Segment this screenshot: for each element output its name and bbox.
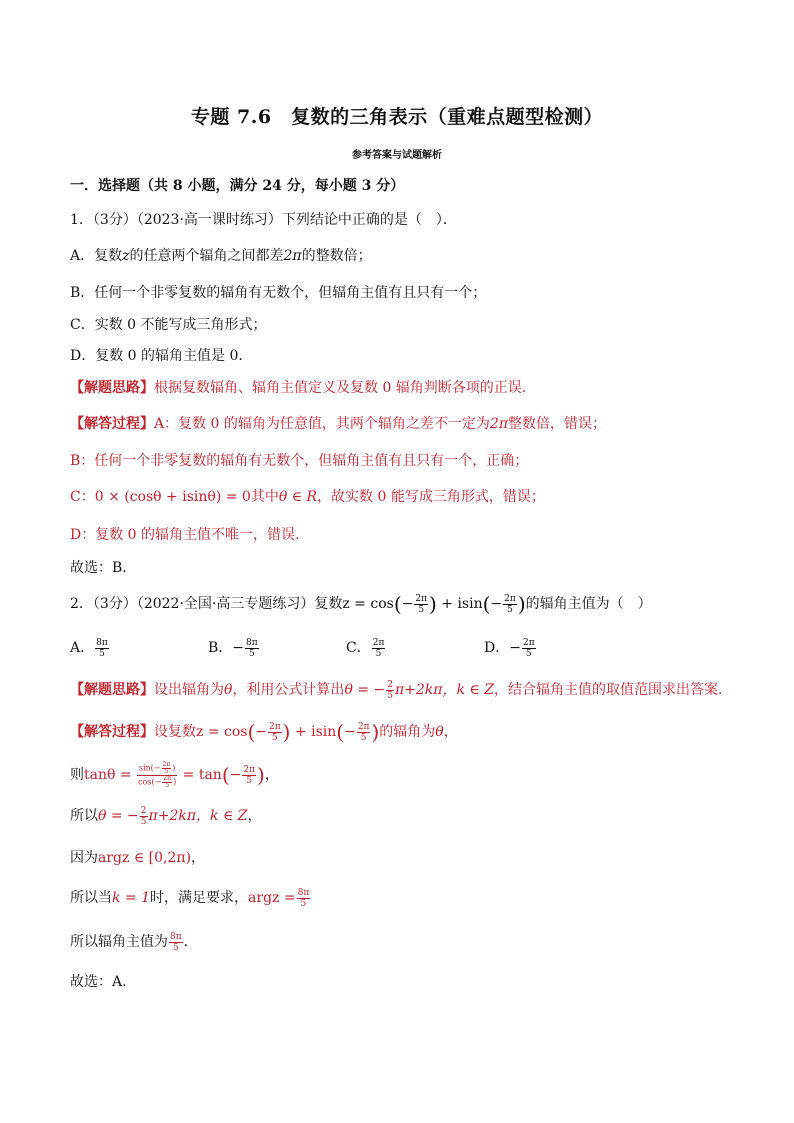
q1-process-a-post: 整数倍，错误； bbox=[508, 416, 607, 432]
q2-answer: 故选：A. bbox=[70, 974, 127, 990]
q2-process-5-pre: 所以当 bbox=[70, 890, 112, 906]
q2-process-1-plus: + isin bbox=[290, 724, 337, 740]
page-subtitle: 参考答案与试题解析 bbox=[352, 150, 442, 161]
q1-option-a bbox=[70, 246, 730, 266]
q2-process-3-math2: π+2kπ，k ∈ Z bbox=[148, 808, 248, 824]
q2-process-5-math2: argz = bbox=[248, 890, 296, 906]
q2-process-5-math: k = 1 bbox=[112, 890, 151, 906]
q2-process-6-pre: 所以辐角主值为 bbox=[70, 934, 168, 950]
q2-stem-post: 的辐角主值为（ ） bbox=[525, 596, 652, 612]
q2-process-5: 所以当k = 1时，满足要求，argz = $\frac{8\pi}{5}$ bbox=[70, 887, 310, 909]
q1-option-c: C．实数 0 不能写成三角形式； bbox=[70, 317, 267, 333]
q2-process-tag: 【解答过程】 bbox=[70, 724, 154, 740]
q2-option-c: C． $\frac{2\pi}{5}$ bbox=[346, 637, 385, 659]
q2-process-4-math: argz ∈ [0,2π) bbox=[98, 850, 192, 866]
q2-process-5-mid: 时，满足要求， bbox=[150, 890, 249, 906]
q2-stem-rparen1: ) bbox=[429, 592, 437, 616]
q2-idea-post: ，结合辐角主值的取值范围求出答案. bbox=[493, 682, 723, 698]
q2-process-2-pre: 则 bbox=[70, 767, 84, 783]
q2-options bbox=[70, 636, 730, 660]
q1-process-a bbox=[70, 414, 730, 434]
q1-option-b: B．任何一个非零复数的辐角有无数个，但辐角主值有且只有一个； bbox=[70, 285, 487, 301]
q2-process-1-pre: 设复数 bbox=[154, 724, 196, 740]
q1-process-a-pre: A：复数 0 的辐角为任意值，其两个辐角之差不一定为 bbox=[154, 416, 490, 432]
q2-process-3-end: ， bbox=[247, 808, 262, 824]
q1-idea bbox=[70, 378, 730, 398]
q1-stem: 1．（3分）（2023·高一课时练习）下列结论中正确的是（ ）． bbox=[70, 212, 457, 228]
q2-idea bbox=[70, 678, 730, 702]
q1-option-a-post: 的整数倍； bbox=[301, 248, 372, 264]
q2-process-2-tan: tanθ = bbox=[84, 767, 132, 783]
q2-process-1-post: 的辐角为 bbox=[379, 724, 436, 740]
q2-stem-z: z = cos bbox=[342, 596, 394, 612]
q2-idea-frac: $\frac{2}{5}$ bbox=[387, 679, 393, 701]
q2-stem-plus: + isin bbox=[436, 596, 483, 612]
q2-stem: 2．（3分）（2022·全国·高三专题练习）复数z = cos(− $\frac{2\pi}{5}$ ) + isin(− $\frac{2\pi}{5}$ )的辐角主值为（ ） bbox=[70, 592, 652, 616]
q2-option-a: A． $\frac{8\pi}{5}$ bbox=[70, 637, 108, 659]
q2-idea-pre: 设出辐角为 bbox=[154, 682, 224, 698]
q1-idea-tag: 【解题思路】 bbox=[70, 380, 154, 396]
q1-option-a-pre: A．复数 bbox=[70, 248, 123, 264]
q2-process-4-pre: 因为 bbox=[70, 850, 98, 866]
q1-process-c-pre: C： bbox=[70, 489, 95, 505]
q1-process-b: B：任何一个非零复数的辐角有无数个，但辐角主值有且只有一个，正确； bbox=[70, 453, 529, 469]
q1-process-c-mid: 其中 bbox=[250, 489, 279, 505]
q2-process-2-eq: = tan bbox=[178, 767, 222, 783]
q2-process-4 bbox=[70, 848, 730, 868]
q2-option-b: B．− $\frac{8\pi}{5}$ bbox=[208, 637, 258, 659]
q2-process-1-z: z = cos bbox=[196, 724, 248, 740]
q2-stem-lparen2: ( bbox=[482, 592, 491, 616]
q1-option-a-math: 2π bbox=[283, 248, 302, 264]
q1-process-tag: 【解答过程】 bbox=[70, 416, 154, 432]
page-title: 专题 7.6 复数的三角表示（重难点题型检测） bbox=[190, 106, 604, 128]
q2-process-3-pre: 所以 bbox=[70, 808, 98, 824]
q2-process-1-end: ， bbox=[443, 724, 458, 740]
q1-answer: 故选：B. bbox=[70, 560, 127, 576]
q2-process-2-frac: sin(− $\frac{2\pi}{5}$ ) cos(− $\frac{2\pi}{5}$ ) bbox=[138, 760, 177, 789]
q1-process-c-post: ，故实数 0 能写成三角形式，错误； bbox=[317, 489, 545, 505]
q2-process-6: 所以辐角主值为 $\frac{8\pi}{5}$ . bbox=[70, 931, 189, 953]
q2-stem-pre: 2．（3分）（2022·全国·高三专题练习）复数 bbox=[70, 596, 343, 612]
q2-idea-math2: π+2kπ，k ∈ Z bbox=[394, 682, 494, 698]
q1-idea-text: 根据复数辐角、辐角主值定义及复数 0 辐角判断各项的正误. bbox=[154, 380, 527, 396]
q1-process-d: D：复数 0 的辐角主值不唯一，错误. bbox=[70, 527, 300, 543]
q2-stem-lparen1: ( bbox=[393, 592, 402, 616]
q2-process-4-end: ， bbox=[191, 850, 206, 866]
q2-process-3-math: θ = − bbox=[98, 808, 139, 824]
q1-option-d: D．复数 0 的辐角主值是 0． bbox=[70, 348, 253, 364]
q2-process-6-end: . bbox=[183, 934, 189, 950]
q1-option-a-mid: 的任意两个辐角之间都差 bbox=[129, 248, 284, 264]
q2-process-3: 所以θ = − $\frac{2}{5}$ π+2kπ，k ∈ Z， bbox=[70, 805, 262, 827]
q2-stem-frac2: $\frac{2\pi}{5}$ bbox=[504, 593, 516, 615]
q2-process-1: 【解答过程】设复数z = cos(− $\frac{2\pi}{5}$ ) + isin(− $\frac{2\pi}{5}$ )的辐角为θ， bbox=[70, 720, 458, 744]
q2-idea-tag: 【解题思路】 bbox=[70, 682, 154, 698]
q2-process-2-end: ， bbox=[264, 767, 279, 783]
q2-idea-mid: ，利用公式计算出 bbox=[232, 682, 345, 698]
q2-stem-frac1: $\frac{2\pi}{5}$ bbox=[415, 593, 428, 615]
q1-process-c bbox=[70, 487, 730, 507]
q2-process-2: 则tanθ = sin(− $\frac{2\pi}{5}$ ) cos(− $\frac{2\pi}{5}$ ) = tan(− $\frac{2\pi}{5}$ )， bbox=[70, 760, 279, 789]
q1-process-c-math: 0 × (cosθ + isinθ) = 0 bbox=[94, 489, 251, 505]
q2-idea-math1: θ = − bbox=[344, 682, 386, 698]
section-heading: 一．选择题（共 8 小题，满分 24 分，每小题 3 分） bbox=[70, 178, 405, 194]
q1-process-c-math2: θ ∈ R bbox=[278, 489, 318, 505]
q2-stem-rparen2: ) bbox=[517, 592, 526, 616]
q1-option-a-var: z bbox=[122, 248, 130, 264]
q1-process-a-math: 2π bbox=[489, 416, 509, 432]
q2-idea-theta: θ bbox=[224, 682, 233, 698]
q2-process-1-theta: θ bbox=[435, 724, 444, 740]
q2-option-d: D．− $\frac{2\pi}{5}$ bbox=[484, 637, 535, 659]
